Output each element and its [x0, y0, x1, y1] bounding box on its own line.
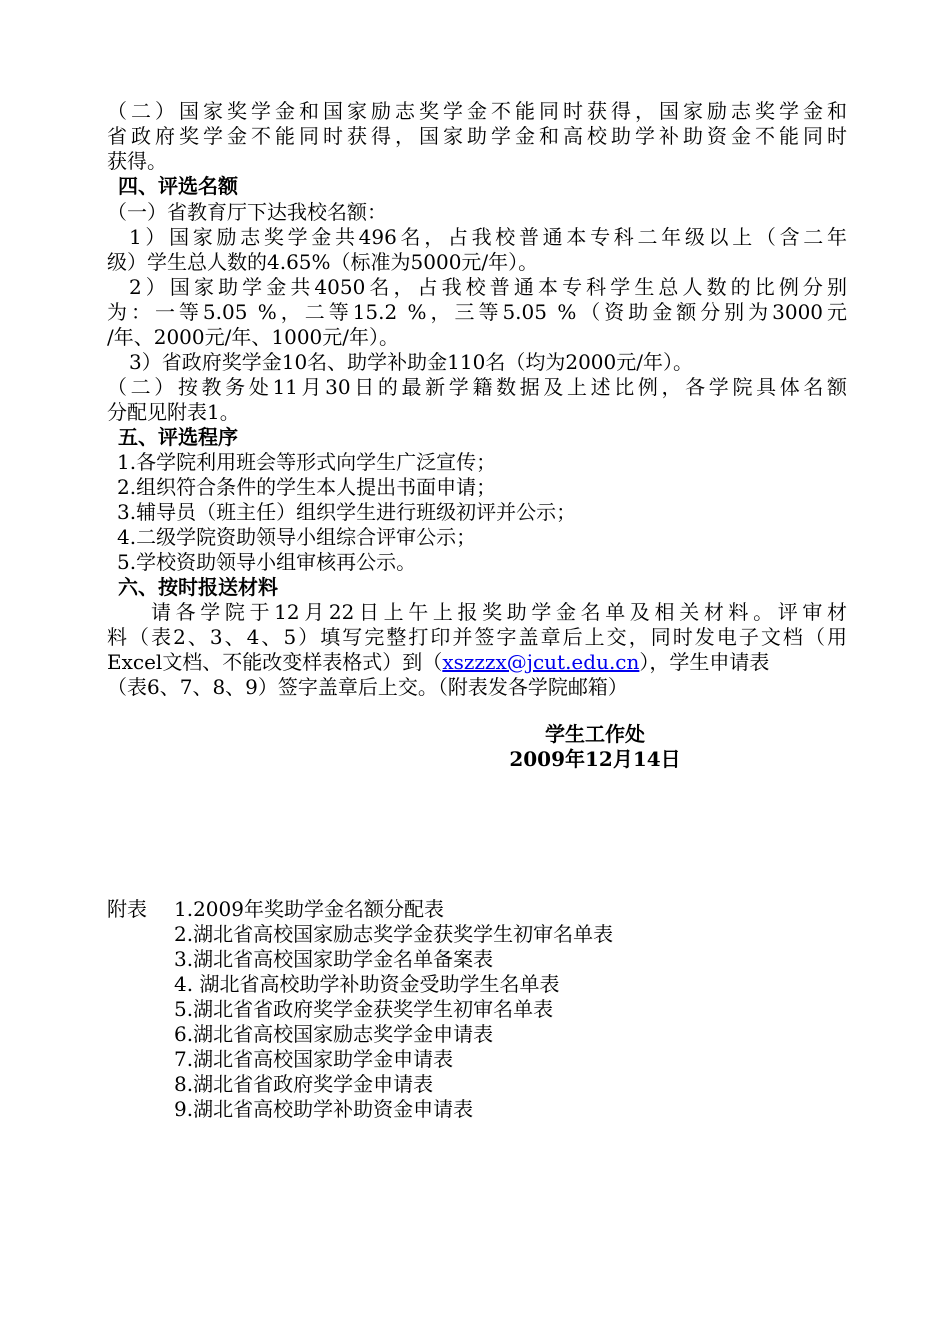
- attachment-item: 9.湖北省高校助学补助资金申请表: [174, 1097, 474, 1121]
- text-fragment: Excel文档、不能改变样表格式）到（: [107, 650, 443, 674]
- text-line: 1）国家励志奖学金共496名，占我校普通本专科二年级以上（含二年: [129, 225, 847, 249]
- section-heading-4: 四、评选名额: [118, 174, 238, 198]
- attachment-item: 4. 湖北省高校助学补助资金受助学生名单表: [174, 972, 560, 996]
- attachment-item: 1.2009年奖助学金名额分配表: [174, 897, 444, 921]
- procedure-step: 5.学校资助领导小组审核再公示。: [117, 550, 417, 574]
- attachment-item: 7.湖北省高校国家助学金申请表: [174, 1047, 454, 1071]
- procedure-step: 1.各学院利用班会等形式向学生广泛宣传；: [117, 450, 497, 474]
- attachment-item: 5.湖北省省政府奖学金获奖学生初审名单表: [174, 997, 554, 1021]
- attachment-item: 6.湖北省高校国家励志奖学金申请表: [174, 1022, 494, 1046]
- text-line: （表6、7、8、9）签字盖章后上交。（附表发各学院邮箱）: [107, 675, 628, 699]
- text-line: 请各学院于12月22日上午上报奖助学金名单及相关材料。评审材: [151, 600, 847, 624]
- text-line: 分配见附表1。: [107, 400, 240, 424]
- email-link[interactable]: xszzzx@jcut.edu.cn: [442, 650, 640, 674]
- text-line: 级）学生总人数的4.65%（标准为5000元/年）。: [107, 250, 539, 274]
- text-line: （二）按教务处11月30日的最新学籍数据及上述比例，各学院具体名额: [107, 375, 847, 399]
- text-line: 料（表2、3、4、5）填写完整打印并签字盖章后上交，同时发电子文档（用: [107, 625, 847, 649]
- text-line: 获得。: [107, 149, 167, 173]
- signature-office: 学生工作处: [545, 722, 645, 746]
- section-heading-5: 五、评选程序: [118, 425, 238, 449]
- procedure-step: 4.二级学院资助领导小组综合评审公示；: [117, 525, 477, 549]
- text-line: （二）国家奖学金和国家励志奖学金不能同时获得，国家励志奖学金和: [107, 99, 847, 123]
- text-line: （一）省教育厅下达我校名额：: [107, 200, 387, 224]
- section-heading-6: 六、按时报送材料: [118, 575, 278, 599]
- text-fragment: ），学生申请表: [639, 650, 770, 674]
- text-line: 省政府奖学金不能同时获得，国家助学金和高校助学补助资金不能同时: [107, 124, 847, 148]
- text-line: 2）国家助学金共4050名，占我校普通本专科学生总人数的比例分别: [129, 275, 847, 299]
- signature-date: 2009年12月14日: [509, 747, 681, 771]
- procedure-step: 2.组织符合条件的学生本人提出书面申请；: [117, 475, 497, 499]
- text-line-with-email: [107, 650, 847, 674]
- attachment-item: 2.湖北省高校国家励志奖学金获奖学生初审名单表: [174, 922, 614, 946]
- procedure-step: 3.辅导员（班主任）组织学生进行班级初评并公示；: [117, 500, 577, 524]
- text-line: 3）省政府奖学金10名、助学补助金110名（均为2000元/年）。: [129, 350, 693, 374]
- text-line: /年、2000元/年、1000元/年）。: [107, 325, 400, 349]
- attachment-item: 3.湖北省高校国家助学金名单备案表: [174, 947, 494, 971]
- attachment-item: 8.湖北省省政府奖学金申请表: [174, 1072, 434, 1096]
- text-line: 为：一等5.05 %，二等15.2 %，三等5.05 %（资助金额分别为3000元: [107, 300, 847, 324]
- attachments-label: 附表: [107, 897, 147, 921]
